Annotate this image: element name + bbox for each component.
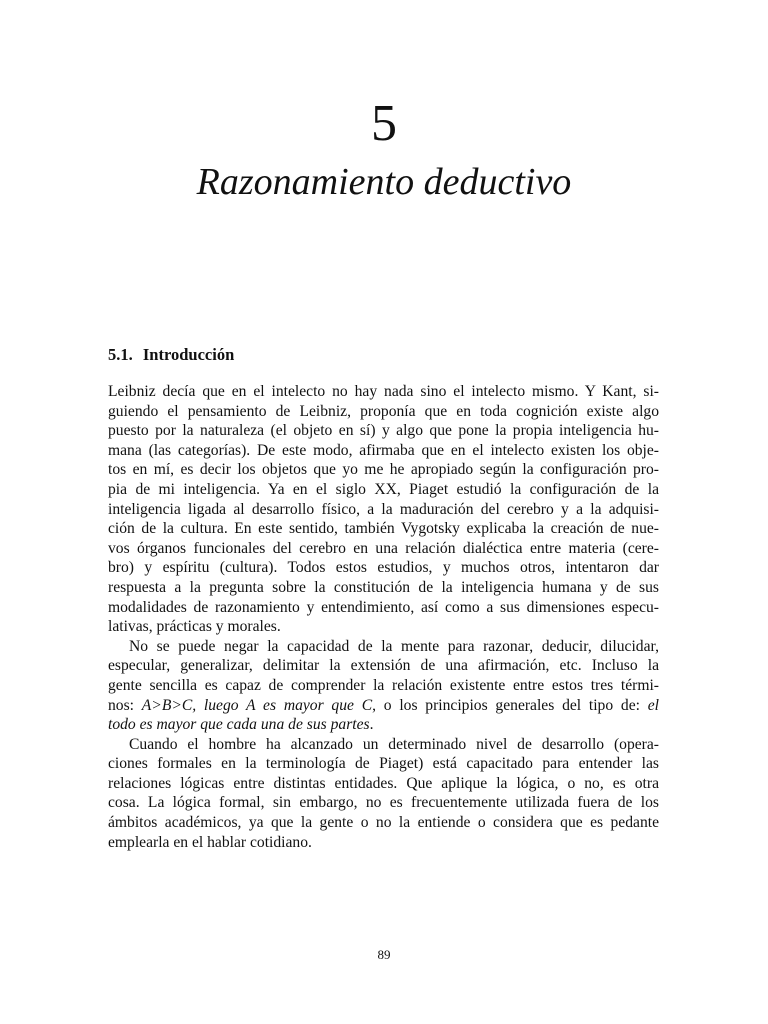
text-segment: modalidades de razonamiento y entendimiento, así como a sus dimensiones especu- <box>108 598 659 616</box>
text-segment: ámbitos académicos, ya que la gente o no la entiende o considera que es pedante <box>108 814 659 832</box>
text-segment: guiendo el pensamiento de Leibniz, proponía que en toda cognición existe algo <box>108 402 659 420</box>
text-line <box>108 441 659 461</box>
text-segment: emplearla en el hablar cotidiano. <box>108 833 312 851</box>
chapter-number: 5 <box>371 95 397 152</box>
text-line <box>108 637 659 657</box>
text-line <box>108 754 659 774</box>
text-segment: bro) y espíritu (cultura). Todos estos estudios, y muchos otros, intentaron dar <box>108 559 659 577</box>
text-line <box>108 676 659 696</box>
text-line <box>108 735 659 755</box>
text-segment: . <box>369 716 374 734</box>
text-segment: respuesta a la pregunta sobre la constitución de la inteligencia humana y de sus <box>108 578 659 596</box>
paragraph <box>108 637 659 735</box>
text-line <box>108 656 659 676</box>
text-segment: mana (las categorías). De este modo, afirmaba que en el intelecto existen los obje- <box>108 441 659 459</box>
text-segment: vos órganos funcionales del cerebro en una relación dialéctica entre materia (cere- <box>108 539 659 557</box>
text-line <box>108 382 659 402</box>
section-heading <box>108 344 234 366</box>
text-segment: tos en mí, es decir los objetos que yo me he apropiado según la configuración pro- <box>108 461 659 479</box>
text-segment: lativas, prácticas y morales. <box>108 618 281 636</box>
text-segment: inteligencia ligada al desarrollo físico, a la maduración del cerebro y a la adquisi- <box>108 500 659 518</box>
text-line <box>108 715 659 735</box>
text-segment: nos: <box>108 696 142 714</box>
text-line <box>108 500 659 520</box>
section-number: 5.1. <box>108 345 133 364</box>
text-segment: pia de mi inteligencia. Ya en el siglo XX, Piaget estudió la configuración de la <box>108 480 659 498</box>
text-line <box>108 480 659 500</box>
text-line <box>108 519 659 539</box>
text-line <box>108 558 659 578</box>
chapter-title: Razonamiento deductivo <box>196 161 572 203</box>
text-segment: especular, generalizar, delimitar la extensión de una afirmación, etc. Incluso la <box>108 657 659 675</box>
text-segment: gente sencilla es capaz de comprender la relación existente entre estos tres térmi- <box>108 676 659 694</box>
text-line <box>108 774 659 794</box>
paragraph <box>108 735 659 853</box>
text-line <box>108 402 659 422</box>
text-line <box>108 833 659 853</box>
text-segment: Leibniz decía que en el intelecto no hay nada sino el intelecto mismo. Y Kant, si- <box>108 383 659 400</box>
text-line <box>108 578 659 598</box>
text-line <box>108 696 659 716</box>
text-line <box>108 460 659 480</box>
text-line <box>108 617 659 637</box>
text-segment: No se puede negar la capacidad de la mente para razonar, deducir, dilucidar, <box>129 637 659 655</box>
italic-text: todo es mayor que cada una de sus partes <box>108 716 370 734</box>
section-title: Introducción <box>142 345 235 364</box>
text-line <box>108 539 659 559</box>
text-segment: cosa. La lógica formal, sin embargo, no es frecuentemente utilizada fuera de los <box>108 794 659 812</box>
body-text <box>108 382 659 852</box>
page-number: 89 <box>377 947 391 962</box>
text-segment: Cuando el hombre ha alcanzado un determinado nivel de desarrollo (opera- <box>129 735 659 753</box>
paragraph <box>108 382 659 637</box>
text-segment: ción de la cultura. En este sentido, también Vygotsky explicaba la creación de nue- <box>108 520 659 538</box>
text-segment: , o los principios generales del tipo de: <box>372 696 648 714</box>
italic-text: el <box>647 696 659 714</box>
text-segment: puesto por la naturaleza (el objeto en sí) y algo que pone la propia inteligencia hu- <box>108 422 659 440</box>
text-line <box>108 813 659 833</box>
text-line <box>108 421 659 441</box>
text-segment: ciones formales en la terminología de Piaget) está capacitado para entender las <box>108 755 659 773</box>
text-segment: relaciones lógicas entre distintas entidades. Que aplique la lógica, o no, es otra <box>108 774 659 792</box>
italic-text: A>B>C, luego A es mayor que C <box>141 696 373 714</box>
text-line <box>108 598 659 618</box>
text-line <box>108 793 659 813</box>
